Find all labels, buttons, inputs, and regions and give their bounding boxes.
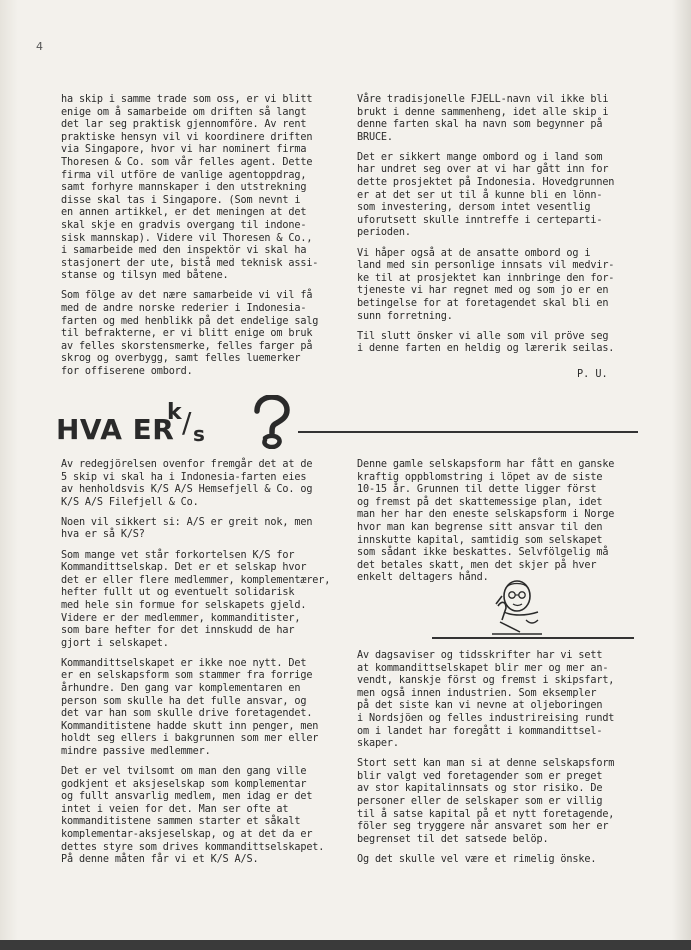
ks-slash: / [182,406,192,439]
paragraph: ha skip i samme trade som oss, er vi blitt enige om å samarbeide om driften så langt det lar seg praktisk gjennomföre. Av rent praktiske hensyn vil vi koordinere driften via Singapore, hvor vi har nominert firma Thoresen & Co. som vår felles agent. Dette firma vil utföre de vanlige agentoppdrag, samt forhyre mannskaper i den utstrekning disse skal tas i Singapore. (Som nevnt i en annen artikkel, er det meningen at det skal skje en gradvis overgang til indone- sisk mannskap). Videre vil Thoresen & Co., i samarbeide med den inspektör vi skal ha stasjonert der ute, bistå med teknisk assi- stanse og tilsyn med båtene. [61,94,319,282]
paragraph: Som fölge av det nære samarbeide vi vil få med de andre norske rederier i Indonesia- farten og med henblikk på det endelige salg til befrakterne, er vi blitt enige om bruk av felles skorstensmerke, felles farger på skrog og overbygg, samt felles luemerker for offiserene ombord. [61,290,319,377]
heading-rule [298,431,638,433]
paragraph: Som mange vet står forkortelsen K/S for Kommandittselskap. Det er et selskap hvor det er eller flere medlemmer, komplementærer, hefter fullt ut og eventuelt solidarisk med hele sin formue for selskapets gjeld. Videre er der medlemmer, kommanditister, som bare hefter for det innskudd de har gjort i selskapet. [61,549,331,649]
paragraph: Til slutt önsker vi alle som vil pröve seg i denne farten en heldig og lærerik seilas. [357,330,615,355]
signature: P. U. [577,369,608,380]
question-mark-icon [248,395,292,449]
top-right-column [357,94,614,363]
paragraph: Og det skulle vel være et rimelig önske. [357,853,597,865]
cartoon-underline [432,637,634,639]
paragraph: Denne gamle selskapsform har fått en ganske kraftig oppblomstring i löpet av de siste 10-15 år. Grunnen til dette ligger först og fremst på det skattemessige plan, idet man her har den eneste selskapsform i Norge hvor man kan begrense sitt ansvar til den innskutte kapital, samtidig som selskapet som sådant ikke beskattes. Selvfölgelig må det betales skatt, men det skjer på hver enkelt deltagers hånd. [357,459,615,584]
paragraph: Av redegjörelsen ovenfor fremgår det at de 5 skip vi skal ha i Indonesia-farten eies av henholdsvis K/S A/S Hemsefjell & Co. og K/S A/S Filefjell & Co. [61,459,313,508]
scan-bottom-edge [0,940,691,950]
ks-letter-s: s [193,422,205,446]
paragraph: Det er vel tvilsomt om man den gang ville godkjent et aksjeselskap som komplementar og fullt ansvarlig medlem, men idag er det intet i veien for det. Man ser ofte at kommanditistene sammen starter et såkalt komplementar-aksjeselskap, og at det da er dettes styre som drives kommandittselskapet. På denne måten får vi et K/S A/S. [61,766,325,866]
paragraph: Av dagsaviser og tidsskrifter har vi sett at kommandittselskapet blir mer og mer an- vendt, kanskje först og fremst i skipsfart, men også innen industrien. Som eksempler på det siste kan vi nevne at oljeboringen i Nordsjöen og felles industrireising rundt om i landet har foregått i kommandittsel- skaper. [357,650,615,750]
paragraph: Noen vil sikkert si: A/S er greit nok, men hva er så K/S? [61,516,313,541]
bottom-left-column [61,459,330,874]
paragraph: Vi håper også at de ansatte ombord og i land med sin personlige innsats vil medvir- ke til at prosjektet kan innbringe den for- tjeneste vi har regnet med og som jo er en betingelse for at foretagendet skal bli en sunn forretning. [357,247,615,322]
section-heading: HVA ER [56,413,175,446]
paragraph: Kommandittselskapet er ikke noe nytt. Det er en selskapsform som stammer fra forrige århundre. Den gang var komplementaren en person som skulle ha det fulle ansvar, og det var han som skulle drive foretagendet. Kommanditistene hadde skutt inn penger, men holdt seg ellers i bakgrunnen som mer eller mindre passive medlemmer. [61,657,319,757]
bottom-right-column-bottom [357,650,614,874]
paragraph: Stort sett kan man si at denne selskapsform blir valgt ved foretagender som er preget av stor kapitalinnsats og stor risiko. De personer eller de selskaper som er villig til å satse kapital på et nytt foretagende, föler seg tryggere når ansvaret som her er begrenset til det satsede belöp. [357,758,615,845]
man-writing-cartoon-icon [486,576,548,638]
bottom-right-column-top [357,459,614,592]
paragraph: Våre tradisjonelle FJELL-navn vil ikke bli brukt i denne sammenheng, idet alle skip i denne farten skal ha navn som begynner på BRUCE. [357,94,609,143]
ks-letter-k: k [167,400,182,425]
top-left-column [61,94,318,386]
paragraph: Det er sikkert mange ombord og i land som har undret seg over at vi har gått inn for dette prosjektet på Indonesia. Hovedgrunnen er at det ser ut til å kunne bli en lönn- som investering, dersom intet vesentlig uforutsett skulle inntreffe i certeparti- perioden. [357,151,615,239]
page-number: 4 [36,40,43,53]
